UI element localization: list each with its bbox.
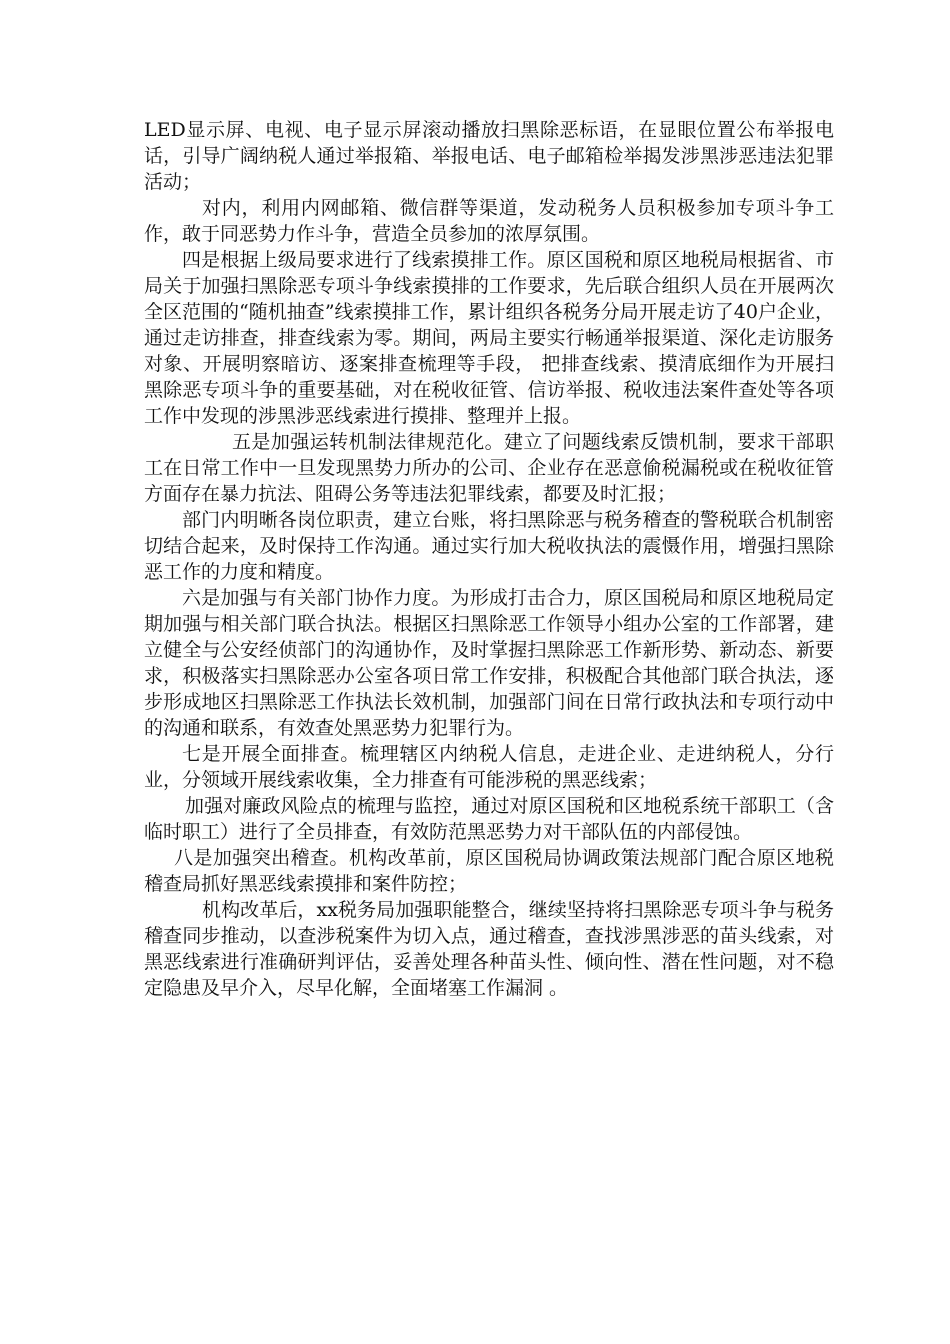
paragraph-publicity: LED显示屏、电视、电子显示屏滚动播放扫黑除恶标语，在显眼位置公布举报电话，引导广阔纳税人通过举报箱、举报电话、电子邮箱检举揭发涉黑涉恶违法犯罪活动； xyxy=(144,119,834,193)
paragraph-department-cooperation: 六是加强与有关部门协作力度。为形成打击合力，原区国税局和原区地税局定期加强与相关部门联合执法。根据区扫黑除恶工作领导小组办公室的工作部署，建立健全与公安经侦部门的沟通协作，及时掌握扫黑除恶工作新形势、新动态、新要求，积极落实扫黑除恶办公室各项日常工作安排，积极配合其他部门联合执法，逐步形成地区扫黑除恶工作执法长效机制，加强部门间在日常行政执法和专项行动中的沟通和联系，有效查处黑恶势力犯罪行为。 xyxy=(144,587,834,739)
paragraph-mechanism-standardization: 五是加强运转机制法律规范化。建立了问题线索反馈机制，要求干部职工在日常工作中一旦发现黑势力所办的公司、企业存在恶意偷税漏税或在税收征管方面存在暴力抗法、阻碍公务等违法犯罪线索，都要及时汇报； xyxy=(144,431,834,505)
paragraph-inspection-before-reform: 八是加强突出稽查。机构改革前，原区国税局协调政策法规部门配合原区地税稽查局抓好黑恶线索摸排和案件防控； xyxy=(144,847,834,895)
paragraph-inspection-after-reform: 机构改革后，xx税务局加强职能整合，继续坚持将扫黑除恶专项斗争与税务稽查同步推动，以查涉税案件为切入点，通过稽查，查找涉黑涉恶的苗头线索，对黑恶线索进行准确研判评估，妥善处理各种苗头性、倾向性、潜在性问题，对不稳定隐患及早介入，尽早化解，全面堵塞工作漏洞 。 xyxy=(144,899,834,999)
paragraph-responsibilities: 部门内明晰各岗位职责，建立台账，将扫黑除恶与税务稽查的警税联合机制密切结合起来，及时保持工作沟通。通过实行加大税收执法的震慑作用，增强扫黑除恶工作的力度和精度。 xyxy=(144,509,834,583)
paragraph-integrity-monitoring: 加强对廉政风险点的梳理与监控，通过对原区国税和区地税系统干部职工（含临时职工）进行了全员排查，有效防范黑恶势力对干部队伍的内部侵蚀。 xyxy=(144,795,834,843)
paragraph-clue-investigation: 四是根据上级局要求进行了线索摸排工作。原区国税和原区地税局根据省、市局关于加强扫黑除恶专项斗争线索摸排的工作要求，先后联合组织人员在开展两次全区范围的“随机抽查”线索摸排工作，累计组织各税务分局开展走访了40户企业，通过走访排查，排查线索为零。期间，两局主要实行畅通举报渠道、深化走访服务对象、开展明察暗访、逐案排查梳理等手段， 把排查线索、摸清底细作为开展扫黑除恶专项斗争的重要基础，对在税收征管、信访举报、税收违法案件查处等各项工作中发现的涉黑涉恶线索进行摸排、整理并上报。 xyxy=(144,249,834,427)
document-body xyxy=(144,117,834,1001)
paragraph-comprehensive-check: 七是开展全面排查。梳理辖区内纳税人信息，走进企业、走进纳税人，分行业，分领域开展线索收集，全力排查有可能涉税的黑恶线索； xyxy=(144,743,834,791)
paragraph-internal-mobilization: 对内，利用内网邮箱、微信群等渠道，发动税务人员积极参加专项斗争工作，敢于同恶势力作斗争，营造全员参加的浓厚氛围。 xyxy=(144,197,834,245)
